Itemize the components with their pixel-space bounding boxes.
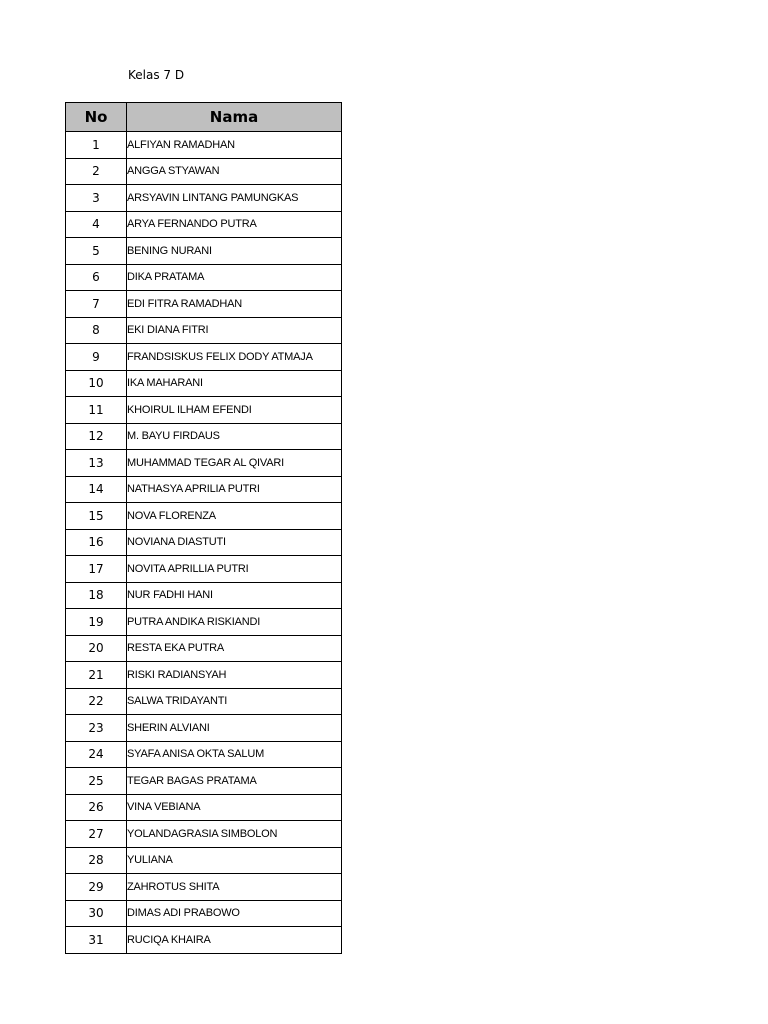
table-row [66,423,342,450]
table-row [66,211,342,238]
student-name-cell: SALWA TRIDAYANTI [127,688,342,715]
student-name-cell: PUTRA ANDIKA RISKIANDI [127,609,342,636]
student-name-cell: NOVIANA DIASTUTI [127,529,342,556]
table-row [66,821,342,848]
table-row [66,450,342,477]
row-number-cell: 12 [66,423,127,450]
student-name-cell: RISKI RADIANSYAH [127,662,342,689]
table-row [66,291,342,318]
table-row [66,847,342,874]
student-name-cell: MUHAMMAD TEGAR AL QIVARI [127,450,342,477]
row-number-cell: 31 [66,927,127,954]
student-name-cell: NOVITA APRILLIA PUTRI [127,556,342,583]
row-number-cell: 25 [66,768,127,795]
table-row [66,582,342,609]
row-number-cell: 24 [66,741,127,768]
row-number-cell: 29 [66,874,127,901]
table-row [66,132,342,159]
table-row [66,344,342,371]
table-row [66,874,342,901]
row-number-cell: 8 [66,317,127,344]
table-row [66,688,342,715]
student-name-cell: DIMAS ADI PRABOWO [127,900,342,927]
row-number-cell: 18 [66,582,127,609]
row-number-cell: 9 [66,344,127,371]
student-name-cell: ALFIYAN RAMADHAN [127,132,342,159]
student-name-cell: SYAFA ANISA OKTA SALUM [127,741,342,768]
row-number-cell: 10 [66,370,127,397]
table-row [66,238,342,265]
row-number-cell: 14 [66,476,127,503]
student-roster-table [65,102,342,954]
row-number-cell: 23 [66,715,127,742]
row-number-cell: 28 [66,847,127,874]
row-number-cell: 21 [66,662,127,689]
student-name-cell: NATHASYA APRILIA PUTRI [127,476,342,503]
table-row [66,185,342,212]
table-row [66,370,342,397]
student-name-cell: BENING NURANI [127,238,342,265]
row-number-cell: 2 [66,158,127,185]
table-row [66,662,342,689]
student-name-cell: IKA MAHARANI [127,370,342,397]
table-row [66,927,342,954]
column-header-name: Nama [127,103,342,132]
student-name-cell: FRANDSISKUS FELIX DODY ATMAJA [127,344,342,371]
student-name-cell: RUCIQA KHAIRA [127,927,342,954]
row-number-cell: 5 [66,238,127,265]
table-row [66,158,342,185]
table-row [66,609,342,636]
row-number-cell: 4 [66,211,127,238]
student-name-cell: YOLANDAGRASIA SIMBOLON [127,821,342,848]
row-number-cell: 22 [66,688,127,715]
row-number-cell: 13 [66,450,127,477]
row-number-cell: 15 [66,503,127,530]
class-title: Kelas 7 D [128,68,185,82]
student-name-cell: DIKA PRATAMA [127,264,342,291]
row-number-cell: 30 [66,900,127,927]
row-number-cell: 6 [66,264,127,291]
student-name-cell: NUR FADHI HANI [127,582,342,609]
row-number-cell: 7 [66,291,127,318]
table-row [66,476,342,503]
table-row [66,397,342,424]
table-header-row [66,103,342,132]
student-name-cell: KHOIRUL ILHAM EFENDI [127,397,342,424]
row-number-cell: 17 [66,556,127,583]
row-number-cell: 20 [66,635,127,662]
table-row [66,264,342,291]
row-number-cell: 27 [66,821,127,848]
row-number-cell: 3 [66,185,127,212]
student-name-cell: ARSYAVIN LINTANG PAMUNGKAS [127,185,342,212]
row-number-cell: 26 [66,794,127,821]
student-name-cell: RESTA EKA PUTRA [127,635,342,662]
table-row [66,635,342,662]
student-name-cell: ARYA FERNANDO PUTRA [127,211,342,238]
table-row [66,556,342,583]
table-row [66,768,342,795]
column-header-no: No [66,103,127,132]
row-number-cell: 1 [66,132,127,159]
row-number-cell: 11 [66,397,127,424]
table-row [66,503,342,530]
student-name-cell: EDI FITRA RAMADHAN [127,291,342,318]
table-row [66,317,342,344]
student-name-cell: TEGAR BAGAS PRATAMA [127,768,342,795]
student-name-cell: NOVA FLORENZA [127,503,342,530]
table-body [66,132,342,954]
student-name-cell: SHERIN ALVIANI [127,715,342,742]
student-name-cell: M. BAYU FIRDAUS [127,423,342,450]
student-name-cell: ZAHROTUS SHITA [127,874,342,901]
row-number-cell: 19 [66,609,127,636]
student-name-cell: EKI DIANA FITRI [127,317,342,344]
table-row [66,900,342,927]
table-row [66,529,342,556]
student-name-cell: VINA VEBIANA [127,794,342,821]
student-name-cell: YULIANA [127,847,342,874]
table-row [66,741,342,768]
table-row [66,794,342,821]
table-row [66,715,342,742]
row-number-cell: 16 [66,529,127,556]
student-name-cell: ANGGA STYAWAN [127,158,342,185]
